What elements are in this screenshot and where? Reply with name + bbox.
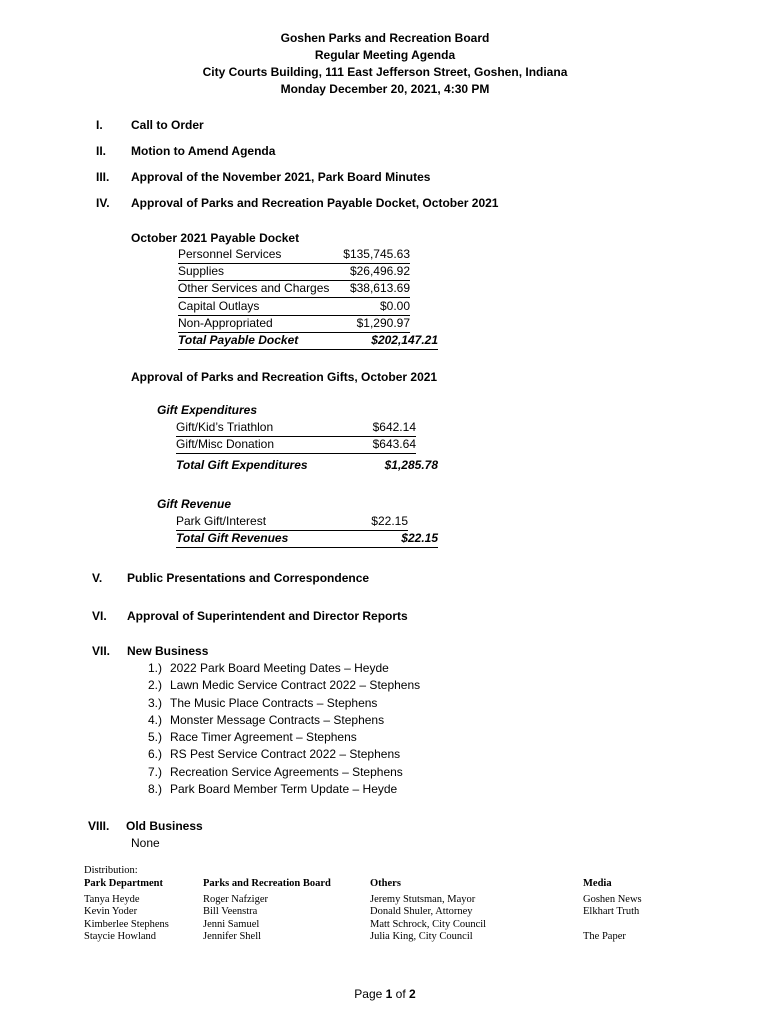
item-text: Race Timer Agreement – Stephens: [170, 730, 357, 744]
distribution-name: Kevin Yoder: [84, 906, 138, 917]
new-business-item: [148, 713, 384, 727]
distribution-heading: Parks and Recreation Board: [203, 878, 331, 889]
gift-row-label: Gift/Kid’s Triathlon: [176, 420, 274, 434]
docket-row-label: Other Services and Charges: [178, 281, 330, 295]
distribution-heading: Media: [583, 878, 612, 889]
section-title: Public Presentations and Correspondence: [127, 571, 370, 585]
gift-row-value: $643.64: [372, 437, 416, 451]
new-business-item: [148, 661, 389, 675]
item-number: 8.): [148, 782, 163, 796]
docket-row-value: $135,745.63: [343, 247, 410, 261]
docket-row-label: Supplies: [178, 264, 225, 278]
item-number: 2.): [148, 678, 163, 692]
distribution-column-others: [370, 878, 486, 944]
section-number: II.: [96, 144, 107, 158]
gift-expenditures-title: Gift Expenditures: [157, 403, 258, 417]
header-location: City Courts Building, 111 East Jefferson Street, Goshen, Indiana: [202, 65, 568, 79]
distribution-name: Roger Nafziger: [203, 893, 269, 905]
distribution-name: Jeremy Stutsman, Mayor: [370, 893, 476, 905]
distribution-name: Donald Shuler, Attorney: [370, 906, 473, 917]
item-number: 3.): [148, 696, 163, 710]
gift-expenditures-total-row: [176, 458, 438, 474]
section-title: New Business: [127, 644, 209, 658]
header-agenda-type: Regular Meeting Agenda: [314, 48, 456, 62]
distribution-name: Bill Veenstra: [203, 906, 258, 917]
item-number: 4.): [148, 713, 163, 727]
item-number: 7.): [148, 765, 163, 779]
section-number: III.: [96, 170, 110, 184]
new-business-item: [148, 782, 397, 796]
section-number: I.: [96, 118, 103, 132]
gift-total-value: $1,285.78: [384, 458, 438, 472]
distribution-name: Julia King, City Council: [370, 931, 473, 942]
gift-row-value: $22.15: [371, 514, 408, 528]
header-datetime: Monday December 20, 2021, 4:30 PM: [280, 82, 490, 96]
section-number: VI.: [92, 609, 107, 623]
distribution-name: Tanya Heyde: [84, 893, 140, 905]
item-number: 1.): [148, 661, 163, 675]
section-title: Motion to Amend Agenda: [131, 144, 276, 158]
docket-row: [178, 281, 410, 298]
docket-row-value: $1,290.97: [356, 316, 410, 330]
distribution-column-park-department: [84, 878, 169, 944]
section-title: Call to Order: [131, 118, 204, 132]
item-text: The Music Place Contracts – Stephens: [170, 696, 378, 710]
gift-revenue-total-row: [176, 531, 438, 548]
gift-row-value: $642.14: [372, 420, 416, 434]
distribution-name: Staycie Howland: [84, 931, 157, 942]
new-business-item: [148, 747, 400, 761]
gift-row-label: Park Gift/Interest: [176, 514, 267, 528]
page-total: 2: [409, 987, 416, 1001]
distribution-column-media: [583, 878, 642, 944]
section-number: VII.: [92, 644, 111, 658]
docket-row: [178, 316, 410, 333]
docket-row: [178, 299, 410, 316]
new-business-item: [148, 696, 377, 710]
distribution-name: Jenni Samuel: [203, 918, 260, 930]
gift-row-label: Gift/Misc Donation: [176, 437, 275, 451]
page-number: 1: [385, 987, 393, 1001]
distribution-name: Matt Schrock, City Council: [370, 918, 487, 930]
header-board-name: Goshen Parks and Recreation Board: [280, 31, 490, 45]
docket-row: [178, 247, 410, 264]
section-title: Approval of Parks and Recreation Payable Docket, October 2021: [131, 196, 499, 210]
item-text: Recreation Service Agreements – Stephens: [170, 765, 403, 779]
section-number: V.: [92, 571, 103, 585]
section-number: VIII.: [88, 819, 110, 833]
gift-total-label: Total Gift Expenditures: [176, 458, 308, 472]
agenda-header: [0, 30, 770, 98]
docket-row-label: Personnel Services: [178, 247, 282, 261]
distribution-heading: Others: [370, 878, 401, 889]
docket-title: October 2021 Payable Docket: [131, 231, 300, 245]
gift-total-label: Total Gift Revenues: [176, 531, 289, 545]
page-of: of: [395, 987, 406, 1001]
distribution-name: [583, 919, 642, 932]
docket-row-label: Non-Appropriated: [178, 316, 273, 330]
docket-row-value: $38,613.69: [349, 281, 410, 295]
section-title: Approval of the November 2021, Park Board Minutes: [131, 170, 431, 184]
gift-expenditure-row: [176, 420, 416, 437]
new-business-item: [148, 678, 420, 692]
distribution-name: The Paper: [583, 931, 626, 942]
distribution-title: Distribution:: [84, 865, 138, 876]
gifts-title: Approval of Parks and Recreation Gifts, October 2021: [131, 370, 438, 384]
distribution-name: Kimberlee Stephens: [84, 918, 169, 930]
docket-row-value: $26,496.92: [349, 264, 410, 278]
item-text: Park Board Member Term Update – Heyde: [170, 782, 398, 796]
item-text: 2022 Park Board Meeting Dates – Heyde: [170, 661, 389, 675]
section-title: Old Business: [126, 819, 203, 833]
distribution-name: Elkhart Truth: [583, 906, 640, 917]
distribution-column-board: [203, 878, 331, 944]
old-business-text: None: [131, 836, 160, 850]
new-business-item: [148, 730, 357, 744]
page-footer: [0, 987, 770, 1001]
item-text: RS Pest Service Contract 2022 – Stephens: [170, 747, 401, 761]
section-title: Approval of Superintendent and Director Reports: [127, 609, 408, 623]
gift-revenue-title: Gift Revenue: [157, 497, 232, 511]
distribution-name: Jennifer Shell: [203, 931, 262, 942]
item-text: Monster Message Contracts – Stephens: [170, 713, 385, 727]
page-label: Page: [354, 987, 383, 1001]
item-number: 6.): [148, 747, 163, 761]
distribution-heading: Park Department: [84, 878, 164, 889]
docket-total-value: $202,147.21: [371, 333, 438, 347]
docket-row-value: $0.00: [379, 299, 410, 313]
gift-expenditure-row: [176, 437, 416, 454]
docket-total-row: [178, 333, 438, 350]
docket-row-label: Capital Outlays: [178, 299, 260, 313]
item-number: 5.): [148, 730, 163, 744]
distribution-name: Goshen News: [583, 893, 642, 905]
docket-total-label: Total Payable Docket: [178, 333, 299, 347]
docket-row: [178, 264, 410, 281]
new-business-item: [148, 765, 403, 779]
item-text: Lawn Medic Service Contract 2022 – Stephens: [170, 678, 421, 692]
section-number: IV.: [96, 196, 110, 210]
gift-revenue-row: [176, 514, 408, 531]
gift-total-value: $22.15: [401, 531, 438, 545]
